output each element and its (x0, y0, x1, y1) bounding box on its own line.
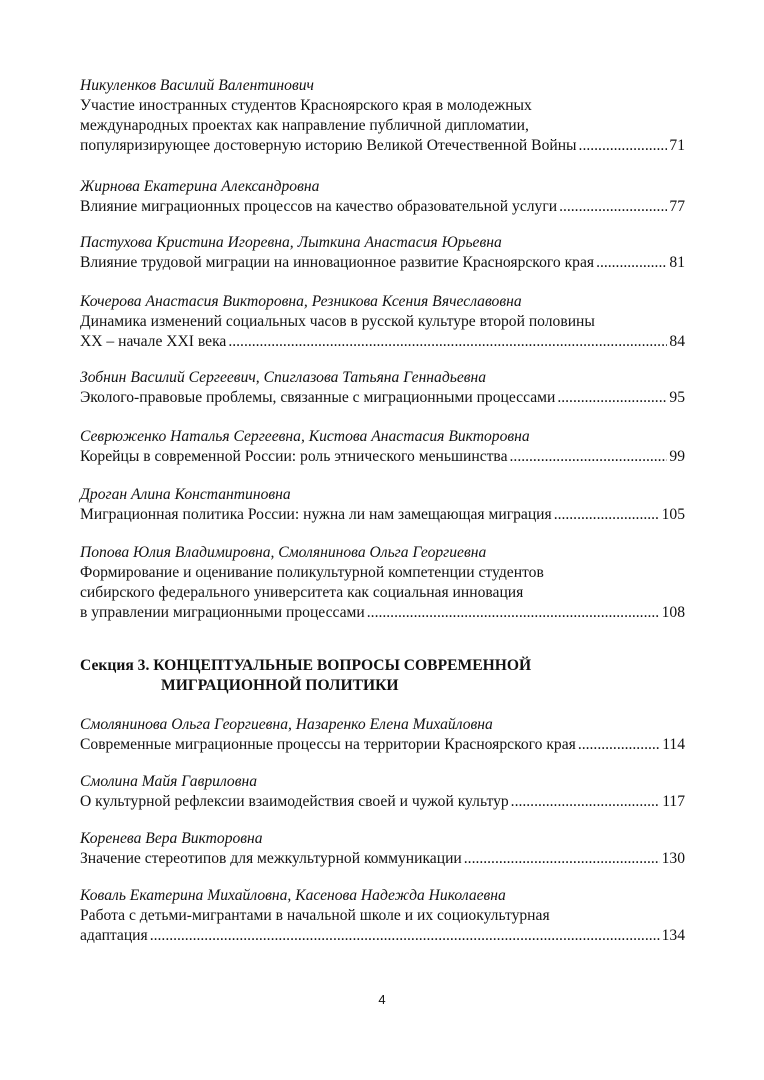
entry-authors: Дроган Алина Константиновна (80, 486, 291, 503)
entry-title-last-line (80, 447, 685, 467)
toc-entry (80, 886, 685, 946)
entry-page-number: 71 (669, 137, 685, 154)
entry-title-text: в управлении миграционными процессами (80, 604, 365, 621)
entry-page-number: 117 (662, 793, 685, 810)
toc-entry (80, 715, 685, 755)
entry-title-line: Участие иностранных студентов Красноярского края в молодежных (80, 97, 532, 114)
entry-title-text: Влияние трудовой миграции на инновационное развитие Красноярского края (80, 254, 595, 271)
entry-title-last-line (80, 735, 685, 755)
entry-title-text: Миграционная политика России: нужна ли нам замещающая миграция (80, 506, 552, 523)
leader-dots (367, 603, 660, 623)
entry-page-number: 105 (661, 506, 685, 523)
entry-authors: Никуленков Василий Валентинович (80, 77, 314, 94)
entry-title-line: Формирование и оценивание поликультурной компетенции студентов (80, 564, 544, 581)
leader-dots (559, 197, 667, 217)
leader-dots (554, 505, 660, 525)
entry-authors: Пастухова Кристина Игоревна, Лыткина Анастасия Юрьевна (80, 234, 502, 251)
section-heading-line2: МИГРАЦИОННОЙ ПОЛИТИКИ (161, 677, 399, 694)
entry-page-number: 108 (661, 604, 685, 621)
leader-dots (578, 735, 660, 755)
page-number: 4 (378, 992, 386, 1007)
entry-title-last-line (80, 388, 685, 408)
toc-entry (80, 177, 685, 217)
toc-entry (80, 829, 685, 869)
leader-dots (150, 926, 660, 946)
entry-title-last-line (80, 136, 685, 156)
entry-title-text: Влияние миграционных процессов на качество образовательной услуги (80, 198, 558, 215)
entry-title-last-line (80, 253, 685, 273)
entry-title-line: международных проектах как направление публичной дипломатии, (80, 117, 529, 134)
entry-page-number: 114 (662, 736, 685, 753)
entry-title-line: сибирского федерального университета как социальная инновация (80, 584, 524, 601)
entry-page-number: 77 (669, 198, 685, 215)
entry-title-last-line (80, 792, 685, 812)
toc-entry (80, 292, 685, 352)
entry-title-text: Корейцы в современной России: роль этнического меньшинства (80, 448, 508, 465)
entry-authors: Коваль Екатерина Михайловна, Касенова Надежда Николаевна (80, 887, 506, 904)
entry-page-number: 84 (669, 333, 685, 350)
entry-title-last-line (80, 926, 685, 946)
entry-title-text: адаптация (80, 927, 148, 944)
toc-entry (80, 427, 685, 467)
entry-title-text: Значение стереотипов для межкультурной коммуникации (80, 850, 462, 867)
entry-authors: Зобнин Василий Сергеевич, Спиглазова Татьяна Геннадьевна (80, 369, 487, 386)
entry-title-text: О культурной рефлексии взаимодействия своей и чужой культур (80, 793, 509, 810)
leader-dots (557, 388, 667, 408)
toc-entry (80, 76, 685, 156)
entry-authors: Смолянинова Ольга Георгиевна, Назаренко Елена Михайловна (80, 716, 493, 733)
entry-title-text: XX – начале XXI века (80, 333, 227, 350)
leader-dots (596, 253, 667, 273)
leader-dots (464, 849, 660, 869)
entry-authors: Смолина Майя Гавриловна (80, 773, 258, 790)
leader-dots (510, 447, 668, 467)
entry-title-last-line (80, 849, 685, 869)
toc-entry (80, 772, 685, 812)
entry-title-text: популяризирующее достоверную историю Великой Отечественной Войны (80, 137, 577, 154)
toc-entry (80, 485, 685, 525)
entry-title-line: Динамика изменений социальных часов в русской культуре второй половины (80, 313, 595, 330)
toc-entry (80, 368, 685, 408)
leader-dots (228, 332, 667, 352)
entry-authors: Кочерова Анастасия Викторовна, Резникова Ксения Вячеславовна (80, 293, 522, 310)
entry-page-number: 99 (669, 448, 685, 465)
entry-authors: Коренева Вера Викторовна (80, 830, 263, 847)
section-heading-line1: Секция 3. КОНЦЕПТУАЛЬНЫЕ ВОПРОСЫ СОВРЕМЕННОЙ (80, 657, 532, 674)
section-heading (80, 656, 685, 696)
entry-title-last-line (80, 603, 685, 623)
entry-title-last-line (80, 505, 685, 525)
entry-title-line: Работа с детьми-мигрантами в начальной школе и их социокультурная (80, 907, 550, 924)
leader-dots (511, 792, 661, 812)
leader-dots (579, 136, 668, 156)
entry-title-last-line (80, 332, 685, 352)
toc-entry (80, 233, 685, 273)
entry-page-number: 134 (661, 927, 685, 944)
entry-title-text: Эколого-правовые проблемы, связанные с миграционными процессами (80, 389, 556, 406)
entry-authors: Жирнова Екатерина Александровна (80, 178, 320, 195)
entry-authors: Севрюженко Наталья Сергеевна, Кистова Анастасия Викторовна (80, 428, 530, 445)
entry-page-number: 81 (669, 254, 685, 271)
toc-entry (80, 543, 685, 623)
entry-page-number: 130 (661, 850, 685, 867)
entry-authors: Попова Юлия Владимировна, Смолянинова Ольга Георгиевна (80, 544, 487, 561)
entry-page-number: 95 (669, 389, 685, 406)
entry-title-last-line (80, 197, 685, 217)
entry-title-text: Современные миграционные процессы на территории Красноярского края (80, 736, 576, 753)
